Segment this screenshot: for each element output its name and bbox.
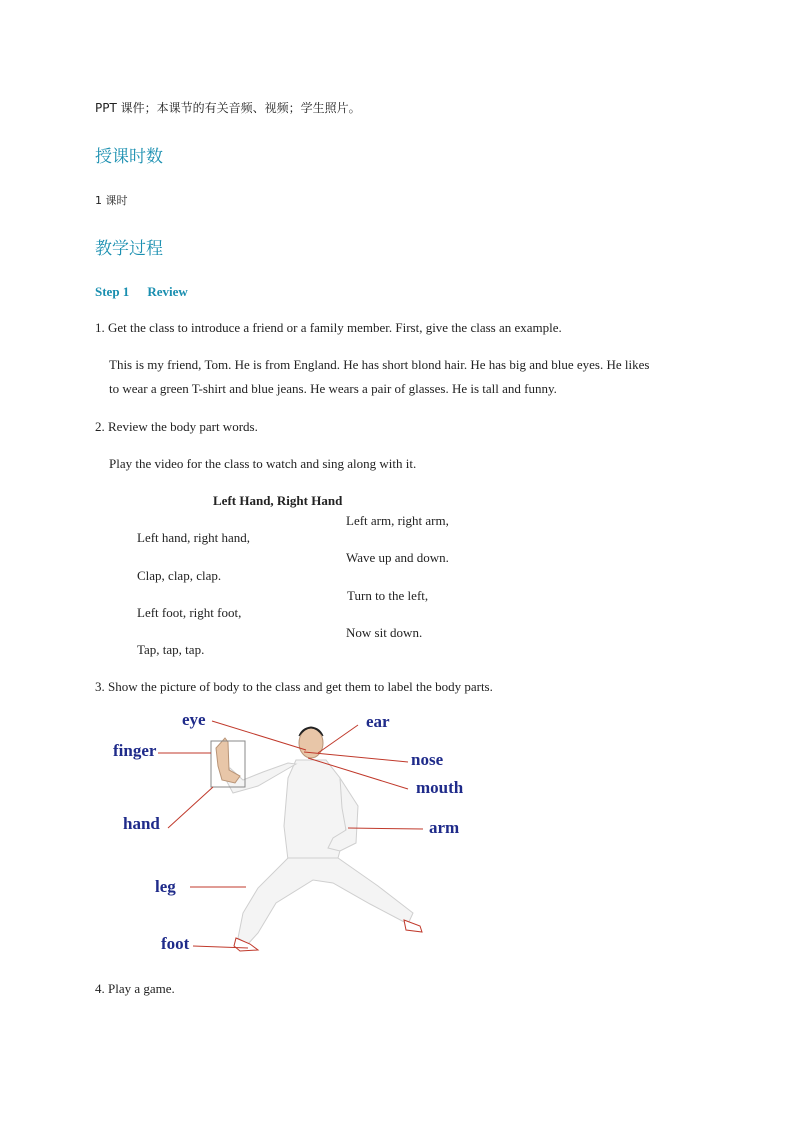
label-nose: nose [411, 750, 444, 769]
label-finger: finger [113, 741, 157, 760]
hours-value: 1 课时 [95, 194, 128, 207]
item1-example-line2: to wear a green T-shirt and blue jeans. He wears a pair of glasses. He is tall and funny. [109, 381, 557, 396]
song-right-line-1: Left arm, right arm, [346, 513, 449, 528]
song-left-line-2: Clap, clap, clap. [137, 568, 222, 583]
step1-title: Review [147, 284, 188, 299]
item2-text: 2. Review the body part words. [95, 419, 258, 434]
label-mouth: mouth [416, 778, 464, 797]
hours-heading: 授课时数 [95, 147, 163, 167]
label-arm: arm [429, 818, 460, 837]
song-left-line-3: Left foot, right foot, [137, 605, 242, 620]
item2-instruction: Play the video for the class to watch and sing along with it. [109, 456, 417, 471]
song-right-line-3: Turn to the left, [347, 588, 429, 603]
song-right-line-2: Wave up and down. [346, 550, 449, 565]
item1-example-line1: This is my friend, Tom. He is from England. He has short blond hair. He has big and blue eyes. He likes [109, 357, 650, 372]
body-parts-figure [108, 708, 488, 963]
label-eye: eye [182, 710, 206, 729]
step1-label: Step 1 [95, 284, 130, 299]
song-right-line-4: Now sit down. [346, 625, 423, 640]
song-title: Left Hand, Right Hand [213, 493, 343, 508]
song-left-line-4: Tap, tap, tap. [137, 642, 205, 657]
label-foot: foot [161, 934, 190, 953]
step1-heading [95, 284, 188, 300]
label-ear: ear [366, 712, 390, 731]
song-left-line-1: Left hand, right hand, [137, 530, 250, 545]
item1-example [109, 353, 709, 401]
materials-line: PPT 课件；本课节的有关音频、视频；学生照片。 [95, 101, 361, 115]
label-hand: hand [123, 814, 160, 833]
label-leg: leg [155, 877, 176, 896]
process-heading: 教学过程 [95, 239, 163, 259]
item4-text: 4. Play a game. [95, 981, 175, 996]
item3-text: 3. Show the picture of body to the class and get them to label the body parts. [95, 679, 493, 694]
item1-text: 1. Get the class to introduce a friend or a family member. First, give the class an example. [95, 320, 562, 335]
